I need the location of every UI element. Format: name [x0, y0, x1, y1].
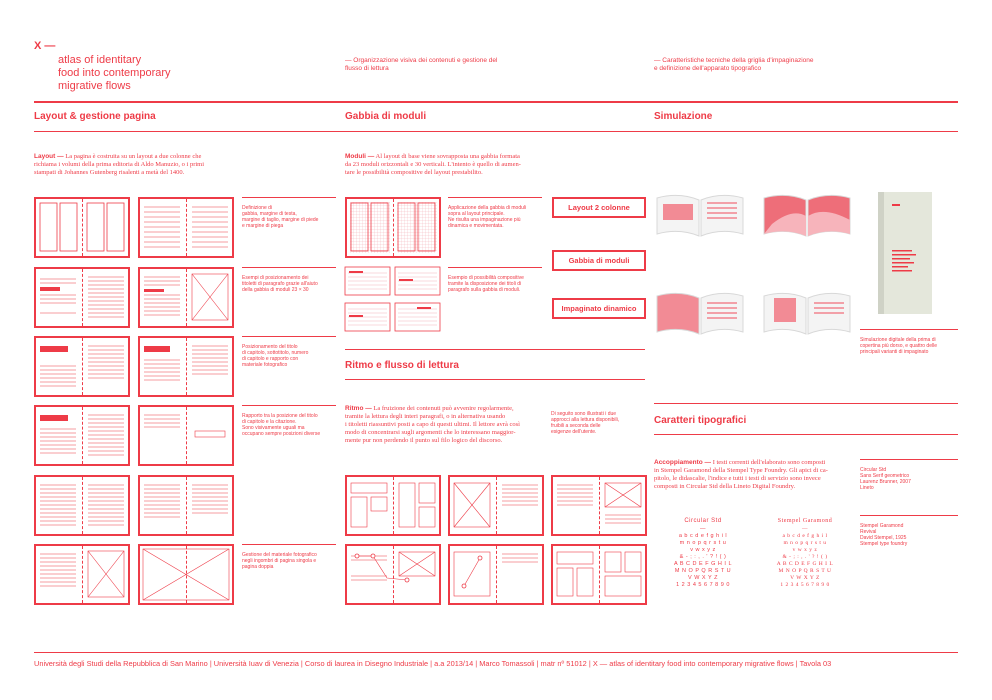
book-cover-mockup [878, 192, 934, 316]
layout-spread-quote-2 [138, 405, 234, 466]
caption-rule [860, 459, 958, 460]
intro-line: da 23 moduli orizzontali e 30 verticali. L'intento è quello di aumen- [345, 161, 521, 168]
header-col3-subtitle [654, 57, 814, 73]
ritmo-spread-3 [551, 475, 647, 536]
layout-spread-photo-2 [138, 544, 234, 605]
simulazione-caption [860, 337, 937, 355]
intro-line: I testi correnti dell'elaborato sono composti [712, 459, 826, 466]
layout-spread-quote-1 [34, 405, 130, 466]
caption-line: dinamica e movimentata. [448, 223, 504, 229]
section-title-ritmo: Ritmo e flusso di lettura [345, 360, 459, 371]
caption-line: occupano sempre posizioni diverse [242, 431, 321, 437]
caption-line: Esempi di posizionamento dei [242, 275, 309, 281]
intro-line: tramite la lettura degli interi paragrafi, o in alternativa usando [345, 413, 506, 420]
layout-caption-2 [242, 275, 318, 293]
intro-line: La fruizione dei contenuti può avvenire regolarmente, [373, 405, 514, 412]
font-name: Circular Std [684, 518, 722, 524]
section-title-layout: Layout & gestione pagina [34, 111, 156, 122]
caption-rule [860, 329, 958, 330]
layout-spread-text-1 [34, 475, 130, 536]
glyph-line: M N O P Q R S T U [778, 568, 832, 574]
meta-line: Stempel Garamond [860, 523, 904, 529]
glyph-line: a b c d e f g h i l [782, 533, 828, 539]
moduli-caption-1 [448, 205, 526, 229]
caption-line: sopra al layout principale. [448, 211, 505, 217]
caption-line: principali varianti di impaginato [860, 349, 929, 355]
caption-line: Rapporto tra la posizione del titolo [242, 413, 318, 419]
glyph-line: m n o p q r s t u [783, 540, 827, 546]
layout-caption-4 [242, 413, 320, 437]
caption-line: materiale fotografico [242, 362, 288, 368]
font1-meta [860, 467, 911, 491]
title-line: food into contemporary [58, 67, 171, 79]
subtitle-line: flusso di lettura [345, 65, 389, 72]
caption-rule [242, 544, 336, 545]
intro-line: stampati di Johannes Gutenberg risalenti a metà del 1400. [34, 169, 185, 176]
section-rule [34, 131, 958, 132]
header-rule [34, 101, 958, 103]
ritmo-side-caption [551, 411, 619, 435]
font1-specimen [668, 518, 738, 589]
intro-line: in Stempel Garamond della Stempel Type Foundry. Gli apici di ca- [654, 467, 828, 474]
subtitle-line: — Caratteristiche tecniche della griglia d'impaginazione [654, 57, 814, 64]
layout-caption-3 [242, 344, 308, 368]
glyph-line: & - ; : , . ' ? ! ( ) [679, 554, 727, 560]
caption-line: Sono visivamente uguali ma [242, 425, 305, 431]
glyph-line: A B C D E F G H I L [673, 561, 733, 567]
impaginato-dinamico-button[interactable]: Impaginato dinamico [552, 298, 646, 319]
layout-spread-chapter-1 [34, 336, 130, 397]
intro-lead: Ritmo — [345, 405, 372, 412]
layout-intro [34, 153, 244, 177]
meta-line: Lineto [860, 485, 874, 491]
meta-line: Laurenz Brunner, 2007 [860, 479, 911, 485]
caption-rule [242, 336, 336, 337]
ritmo-intro [345, 405, 545, 445]
layout-spread-grid-2 [138, 197, 234, 258]
layout-spread-titles-1 [34, 267, 130, 328]
book-mockup-1 [655, 190, 745, 240]
caption-line: fruibili a seconda delle [551, 423, 601, 429]
meta-line: David Stempel, 1925 [860, 535, 907, 541]
caption-line: pagina doppia [242, 564, 274, 570]
caption-line: esigenze dell'utente. [551, 429, 597, 435]
caption-line: negli ingombri di pagina singola e [242, 558, 317, 564]
glyph-line: — [802, 526, 808, 532]
caption-line: di capitolo e rapporto con [242, 356, 299, 362]
ritmo-spread-4 [345, 544, 441, 605]
glyph-line: A B C D E F G H I L [776, 561, 834, 567]
intro-line: La pagina è costruita su un layout a due colonne che [65, 153, 202, 160]
intro-line: richiama i volumi della prima editoria di Aldo Manuzio, o i primi [34, 161, 205, 168]
section-rule [654, 434, 958, 435]
intro-lead: Moduli — [345, 153, 375, 160]
gabbia-thumbnails [345, 267, 441, 333]
meta-line: Revival [860, 529, 877, 535]
font2-specimen [770, 518, 840, 589]
layout-caption-1 [242, 205, 318, 229]
intro-line: i titoletti riassuntivi posti a capo di questi ultimi. Il lettore avrà così [345, 421, 520, 428]
caption-rule [448, 197, 542, 198]
layout-spread-photo-1 [34, 544, 130, 605]
caption-line: Applicazione della gabbia di moduli [448, 205, 527, 211]
intro-lead: Layout — [34, 153, 64, 160]
section-rule [345, 379, 645, 380]
glyph-line: & - ; : , . ' ? ! ( ) [782, 554, 828, 560]
caption-line: di capitolo, sottotitolo, numero [242, 350, 309, 356]
module-grid [347, 199, 439, 256]
caption-line: titoletti di paragrafo grazie all'aiuto [242, 281, 318, 287]
caption-rule [242, 267, 336, 268]
intro-line: tare le possibilità compositive del layout prestabilito. [345, 169, 483, 176]
caption-line: Posizionamento del titolo [242, 344, 298, 350]
caption-line: e margine di piega [242, 223, 284, 229]
caption-line: Simulazione digitale della prima di [860, 337, 936, 343]
glyph-line: v w x y z [792, 547, 818, 553]
caption-rule [448, 267, 542, 268]
project-title [58, 54, 171, 93]
layout-spread-text-2 [138, 475, 234, 536]
ritmo-spread-1 [345, 475, 441, 536]
section-title-caratteri: Caratteri tipografici [654, 415, 747, 426]
book-mockup-4 [762, 288, 852, 338]
meta-line: Circular Std [860, 467, 887, 473]
intro-line: composti in Circular Std della Lineto Digital Foundry. [654, 483, 796, 490]
layout-spread-grid-1 [34, 197, 130, 258]
caption-line: Esempio di possibilità compositive [448, 275, 524, 281]
moduli-intro [345, 153, 560, 177]
glyph-line: V W X Y Z [688, 575, 718, 581]
glyph-line: v w x y z [690, 547, 716, 553]
meta-line: Stempel type foundry [860, 541, 908, 547]
font2-meta [860, 523, 907, 547]
section-rule [345, 349, 645, 350]
caption-rule [242, 197, 336, 198]
caption-line: margine di taglio, margine di piede [242, 217, 319, 223]
intro-line: modo di concentrarsi sugli argomenti che lo interessano maggior- [345, 429, 516, 436]
caption-line: copertina più dorso, e quattro delle [860, 343, 937, 349]
header-col2-subtitle [345, 57, 497, 73]
title-line: atlas of identitary [58, 54, 142, 66]
caption-rule [860, 515, 958, 516]
intro-line: Al layout di base viene sovrapposta una gabbia formata [375, 153, 520, 160]
footer-rule [34, 652, 958, 653]
caratteri-intro [654, 459, 854, 491]
ritmo-spread-2 [448, 475, 544, 536]
layout-spread-titles-2 [138, 267, 234, 328]
intro-lead: Accoppiamento — [654, 459, 712, 466]
title-line: migrative flows [58, 80, 131, 92]
brand-mark: X — [34, 40, 56, 52]
glyph-line: 1 2 3 4 5 6 7 8 9 0 [676, 582, 730, 588]
caption-line: paragrafo sulla gabbia di moduli. [448, 287, 521, 293]
layout-spread-chapter-2 [138, 336, 234, 397]
book-mockup-3 [655, 288, 745, 338]
layout-caption-5 [242, 552, 317, 570]
footer-credits: Università degli Studi della Repubblica di San Marino | Università Iuav di Venezia | Corso di laurea in Disegno Industriale | a.a 2013/14 | Marco Tomassoli | matr nº 51012 | X — atlas of identitary food into contemporary migrative flows | Tavola 03 [34, 659, 832, 668]
caption-line: approcci alla lettura disponibili, [551, 417, 620, 423]
caption-line: tramite la disposizione dei titoli di [448, 281, 522, 287]
glyph-line: — [700, 526, 706, 532]
gabbia-moduli-button[interactable]: Gabbia di moduli [552, 250, 646, 271]
caption-line: Gestione del materiale fotografico [242, 552, 317, 558]
subtitle-line: e definizione dell'apparato tipografico [654, 65, 762, 72]
subtitle-line: — Organizzazione visiva dei contenuti e gestione del [345, 57, 498, 64]
intro-line: pitolo, le didascalie, l'indice e tutti i testi di servizio sono invece [654, 475, 821, 482]
font-name: Stempel Garamond [777, 518, 833, 524]
glyph-line: m n o p q r s t u [679, 540, 727, 546]
layout-2-colonne-button[interactable]: Layout 2 colonne [552, 197, 646, 218]
moduli-caption-2 [448, 275, 524, 293]
glyph-line: M N O P Q R S T U [674, 568, 732, 574]
caption-rule [242, 405, 336, 406]
gabbia-spread-grid [345, 197, 441, 258]
caption-line: Definizione di [242, 205, 273, 211]
meta-line: Sans Serif geometrico [860, 473, 910, 479]
caption-line: della gabbia di moduli 23 × 30 [242, 287, 309, 293]
intro-line: mente pur non perdendo il punto sul filo logico del discorso. [345, 437, 503, 444]
caption-line: gabbia, margine di testa, [242, 211, 297, 217]
caption-line: di capitolo e la citazione. [242, 419, 297, 425]
book-mockup-2 [762, 190, 852, 240]
ritmo-spread-6 [551, 544, 647, 605]
glyph-line: a b c d e f g h i l [678, 533, 728, 539]
caption-line: Ne risulta una impaginazione più [448, 217, 521, 223]
glyph-line: V W X Y Z [790, 575, 820, 581]
caption-line: Di seguito sono illustrati i due [551, 411, 617, 417]
ritmo-spread-5 [448, 544, 544, 605]
glyph-line: 1 2 3 4 5 6 7 8 9 0 [780, 582, 830, 588]
section-title-gabbia: Gabbia di moduli [345, 111, 427, 122]
section-rule [654, 403, 958, 404]
section-title-simulazione: Simulazione [654, 111, 713, 122]
